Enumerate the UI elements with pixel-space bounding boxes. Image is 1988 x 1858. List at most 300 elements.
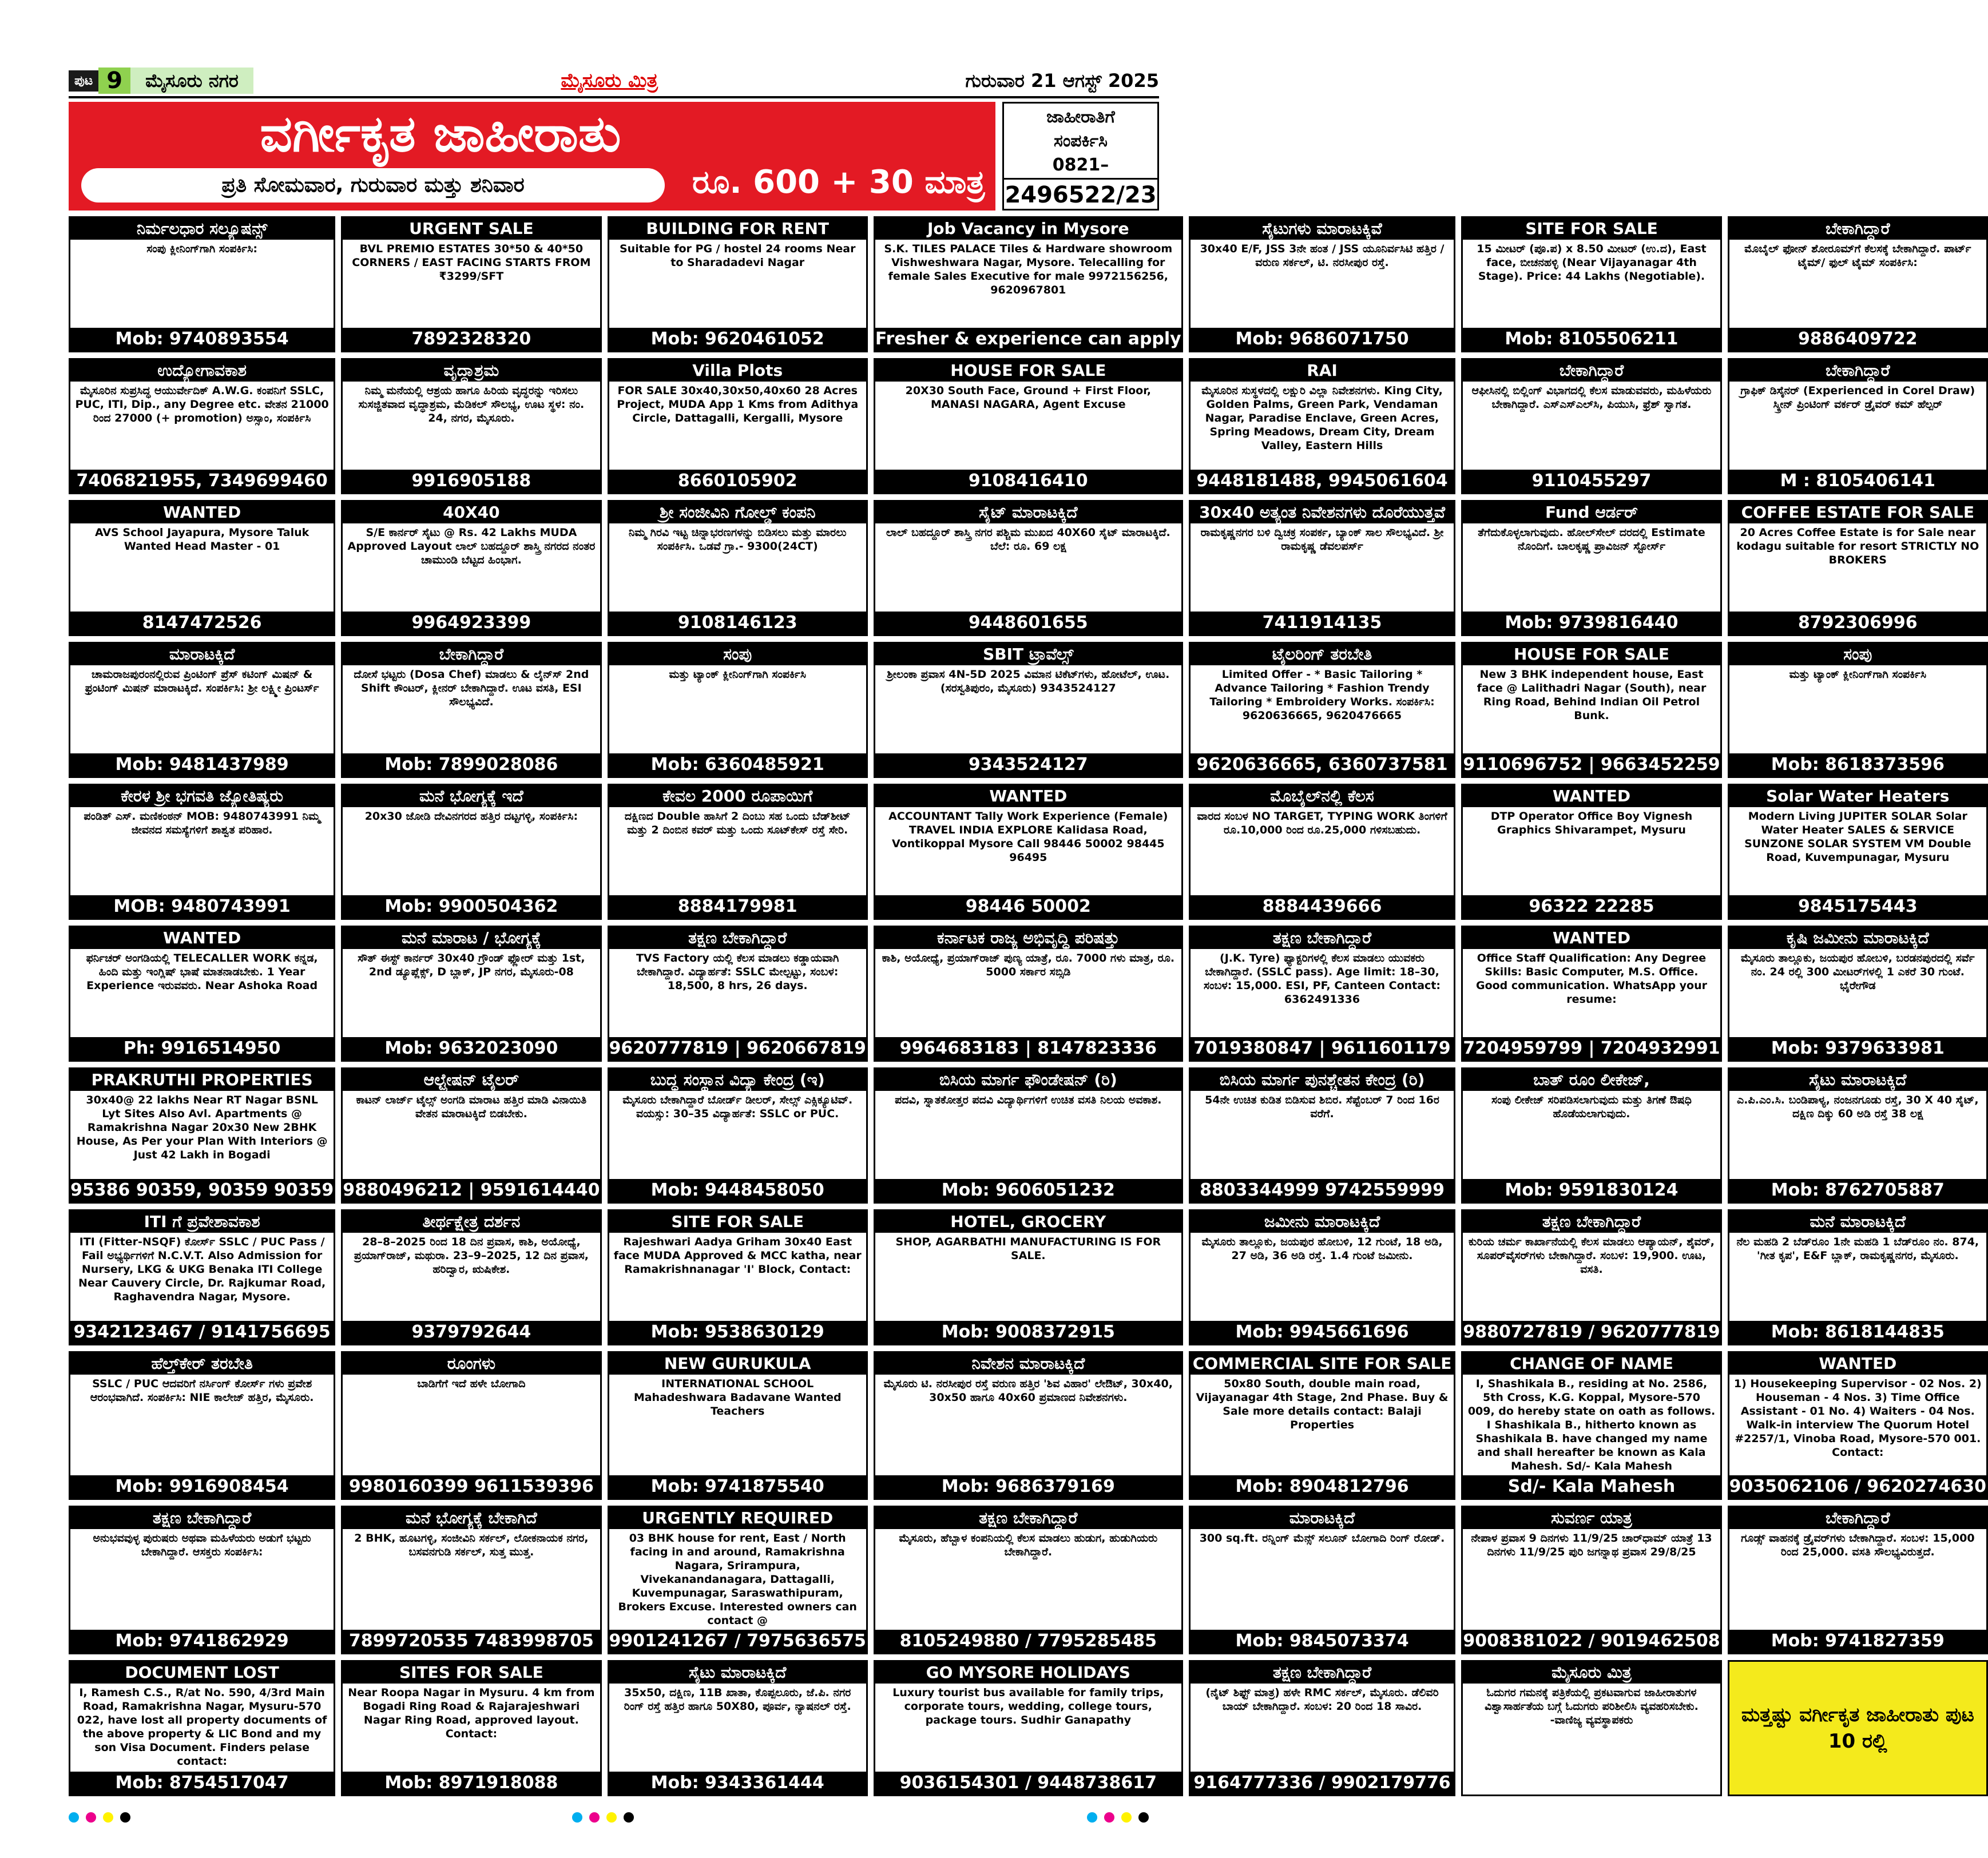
ad-phone: 7019380847 | 9611601179 (1191, 1037, 1454, 1060)
contact-number: 2496522/23 (1004, 178, 1157, 208)
contact-line-2: ಸಂಪರ್ಕಿಸಿ (1054, 131, 1108, 151)
classified-ad (1461, 1209, 1721, 1345)
classified-ad (341, 926, 601, 1062)
classified-ad (608, 1660, 868, 1796)
ad-body: SHOP, AGARBATHI MANUFACTURING IS FOR SALE. (895, 1236, 1161, 1262)
classified-ad (69, 1351, 335, 1500)
ad-body: ಮೈಸೂರಿನ ಸುಪ್ರಸಿದ್ಧ ಆಯುರ್ವೇದಿಕ್ A.W.G. ಕಂಪನಿಗೆ SSLC, PUC, ITI, Dip., any Degree etc. ವೇತನ 21000 ರಿಂದ 27000 (+ promotion) ಅಸ್ಸಾಂ, ಸಂಪರ್ಕಿಸಿ (75, 384, 329, 424)
classified-ad (874, 642, 1183, 778)
classified-ad (341, 1351, 601, 1500)
ad-phone: 8884179981 (609, 895, 866, 918)
ad-body: 1) Housekeeping Supervisor - 02 Nos. 2) Houseman - 4 Nos. 3) Time Office Assistant - 01 No. 4) Waiters - 04 Nos. Walk-in interview The Quorum Hotel #2257/1, Vinoba Road, Mysore-570 001. Contact: (1733, 1377, 1982, 1459)
ad-body: ರಾಮಕೃಷ್ಣನಗರ ಬಳಿ ದ್ವಿಚಕ್ರ ಸಂಪರ್ಕ, ಬ್ಯಾಂಕ್ ಸಾಲ ಸೌಲಭ್ಯವಿದೆ. ಶ್ರೀ ರಾಮಕೃಷ್ಣ ಡೆವಲಪರ್ಸ್ (1200, 526, 1444, 553)
ad-phone: Mob: 9591830124 (1463, 1179, 1720, 1202)
ad-body: 30x40@ 22 lakhs Near RT Nagar BSNL Lyt Sites Also Avl. Apartments @ Ramakrishna Nagar 20x30 New 2BHK House, As Per your Plan With Interiors @ Just 42 Lakh in Bogadi (76, 1094, 328, 1161)
ad-body: ಫರ್ನಿಚರ್ ಅಂಗಡಿಯಲ್ಲಿ TELECALLER WORK ಕನ್ನಡ, ಹಿಂದಿ ಮತ್ತು ಇಂಗ್ಲಿಷ್ ಭಾಷೆ ಮಾತನಾಡಬೇಕು. 1 Year Experience ಇರುವವರು. Near Ashoka Road (86, 952, 318, 992)
contact-line-3: 0821– (1052, 155, 1109, 175)
classified-ad (1189, 642, 1456, 778)
ad-heading: ಸೈಟು ಮಾರಾಟಕ್ಕಿದೆ (609, 1662, 866, 1684)
contact-line-1: ಜಾಹೀರಾತಿಗೆ (1046, 107, 1115, 127)
classified-ad (874, 926, 1183, 1062)
registration-dot (86, 1812, 96, 1823)
ad-body: TVS Factory ಯಲ್ಲಿ ಕೆಲಸ ಮಾಡಲು ಕಡ್ಡಾಯವಾಗಿ ಬೇಕಾಗಿದ್ದಾರೆ. ವಿದ್ಯಾರ್ಹತೆ: SSLC ಮೇಲ್ಪಟ್ಟು, ಸಂಬಳ: 18,500, 8 hrs, 26 days. (636, 952, 839, 992)
ad-heading: ತೀರ್ಥಕ್ಷೇತ್ರ ದರ್ಶನ (343, 1211, 600, 1233)
ad-heading: ಮೊಬೈಲ್‌ನಲ್ಲಿ ಕೆಲಸ (1191, 785, 1454, 807)
classified-ad (608, 926, 868, 1062)
classified-ad (1189, 1351, 1456, 1500)
registration-dot (1087, 1812, 1097, 1823)
classified-ad (1728, 500, 1988, 636)
ad-heading: ತಕ್ಷಣ ಬೇಕಾಗಿದ್ದಾರೆ (609, 927, 866, 949)
ad-body: SSLC / PUC ಆದವರಿಗೆ ನರ್ಸಿಂಗ್ ಕೋರ್ಸ್ ಗಳು ಪ್ರವೇಶ ಆರಂಭವಾಗಿದೆ. ಸಂಪರ್ಕಿಸಿ: NIE ಕಾಲೇಜ್ ಹತ್ತಿರ, ಮೈಸೂರು. (90, 1377, 314, 1404)
ad-body: ಮೈಸೂರಿನ ಸುಸ್ಥಳದಲ್ಲಿ ಲಕ್ಷುರಿ ವಿಲ್ಲಾ ನಿವೇಶನಗಳು. King City, Golden Palms, Green Park, Vendaman Nagar, Paradise Enclave, Green Acres, Spring Meadows, Dream City, Dream Valley, Eastern Hills (1201, 384, 1443, 452)
classified-ad (874, 1660, 1183, 1796)
ad-heading: HOUSE FOR SALE (875, 360, 1181, 382)
ad-heading: DOCUMENT LOST (70, 1662, 334, 1684)
ad-body: ಅನುಭವವುಳ್ಳ ಪುರುಷರು ಅಥವಾ ಮಹಿಳೆಯರು ಅಡುಗೆ ಭಟ್ಟರು ಬೇಕಾಗಿದ್ದಾರೆ. ಆಸಕ್ತರು ಸಂಪರ್ಕಿಸಿ: (93, 1532, 311, 1558)
ad-body: DTP Operator Office Boy Vignesh Graphics Shivarampet, Mysuru (1490, 810, 1693, 836)
ad-phone: 8147472526 (70, 612, 334, 634)
registration-dot (572, 1812, 582, 1823)
ad-body: ನೆಲ ಮಹಡಿ 2 ಬೆಡ್‌ರೂಂ 1ನೇ ಮಹಡಿ 1 ಬೆಡ್‌ರೂಂ ನಂ. 874, 'ಗೀತ ಕೃಪ', E&F ಬ್ಲಾಕ್, ರಾಮಕೃಷ್ಣನಗರ, ಮೈಸೂರು. (1736, 1236, 1979, 1262)
ad-heading: ಸೈಟು ಮಾರಾಟಕ್ಕಿದೆ (1729, 1069, 1986, 1091)
ad-body: Modern Living JUPITER SOLAR Solar Water Heater SALES & SERVICE SUNZONE SOLAR SYSTEM VM Double Road, Kuvempunagar, Mysuru (1744, 810, 1971, 864)
ad-body: ದಕ್ಷಿಣದ Double ಹಾಸಿಗೆ 2 ದಿಂಬು ಸಹ ಒಂದು ಬೆಡ್‌ಶೀಟ್ ಮತ್ತು 2 ದಿಂಬಿನ ಕವರ್ ಮತ್ತು ಒಂದು ಸೂಟ್‌ಕೇಸ್ ರಸ್ತೆ ಸೇರಿ. (624, 810, 851, 836)
classified-ad (1461, 1506, 1721, 1654)
ad-heading: ಮನೆ ಭೋಗ್ಯಕ್ಕೆ ಇದೆ (343, 785, 600, 807)
ad-phone: 7411914135 (1191, 612, 1454, 634)
ad-heading: ಬೇಕಾಗಿದ್ದಾರೆ (1729, 360, 1986, 382)
ad-heading: COMMERCIAL SITE FOR SALE (1191, 1353, 1454, 1375)
ad-phone: Mob: 9945661696 (1191, 1321, 1454, 1344)
classified-ad (874, 1067, 1183, 1204)
ad-phone: 98446 50002 (875, 895, 1181, 918)
classified-ad (341, 1506, 601, 1654)
classified-ad (1728, 1660, 1988, 1796)
registration-dot (120, 1812, 130, 1823)
ad-body: ಮತ್ತು ಟ್ಯಾಂಕ್ ಕ್ಲೀನಿಂಗ್‌ಗಾಗಿ ಸಂಪರ್ಕಿಸಿ (669, 668, 806, 681)
classified-ad (1461, 926, 1721, 1062)
ad-phone: Mob: 9481437989 (70, 753, 334, 776)
ad-heading: ಬೇಕಾಗಿದ್ದಾರೆ (1463, 360, 1720, 382)
ad-heading: ಬೇಕಾಗಿದ್ದಾರೆ (1729, 1507, 1986, 1529)
ad-phone: Mob: 9448458050 (609, 1179, 866, 1202)
ad-body: ಕಾಶಿ, ಅಯೋಧ್ಯೆ, ಪ್ರಯಾಗ್‌ರಾಜ್ ಪುಣ್ಯ ಯಾತ್ರೆ, ರೂ. 7000 ಗಳು ಮಾತ್ರ, ರೂ. 5000 ಸರ್ಕಾರ ಸಬ್ಸಿಡಿ (882, 952, 1175, 978)
ad-body: ಮತ್ತಷ್ಟು ವರ್ಗೀಕೃತ ಜಾಹೀರಾತು ಪುಟ 10 ರಲ್ಲಿ (1741, 1704, 1974, 1753)
ad-heading: CHANGE OF NAME (1463, 1353, 1720, 1375)
ad-phone: Mob: 6360485921 (609, 753, 866, 776)
ad-heading: HOUSE FOR SALE (1463, 644, 1720, 665)
ad-phone: Mob: 7899028086 (343, 753, 600, 776)
classified-ad (1728, 1506, 1988, 1654)
classified-ad (608, 216, 868, 352)
classified-ad (874, 1209, 1183, 1345)
classified-ad (1461, 642, 1721, 778)
ad-heading: ಮೈಸೂರು ಮಿತ್ರ (1463, 1662, 1720, 1684)
ad-phone: 9886409722 (1729, 328, 1986, 351)
ad-phone: Mob: 9686071750 (1191, 328, 1454, 351)
ad-phone: 9880727819 / 9620777819 (1463, 1321, 1720, 1344)
classified-ad (341, 1209, 601, 1345)
classified-ad (341, 784, 601, 920)
ad-heading: ಉದ್ಯೋಗಾವಕಾಶ (70, 360, 334, 382)
ad-phone: 8660105902 (609, 470, 866, 493)
ad-body: ಕಾಟನ್ ಲಾರ್ಜ್ ಟೈಲ್ಸ್ ಅಂಗಡಿ ಮಾರಾಟ ಹತ್ತಿರ ಮಾಡಿ ವಿನಾಯಿತಿ ವೇತನ ಮಾರಾಟಕ್ಕಿದೆ ಬಿಡಬೇಕು. (356, 1094, 587, 1120)
ad-heading: ತಕ್ಷಣ ಬೇಕಾಗಿದ್ದಾರೆ (1191, 1662, 1454, 1684)
ad-phone: 9342123467 / 9141756695 (70, 1321, 334, 1344)
classified-ad (1189, 358, 1456, 494)
ad-body: ಮೈಸೂರು ಟಿ. ನರಸೀಪುರ ರಸ್ತೆ ವರುಣ ಹತ್ತಿರ 'ಶಿವ ವಿಹಾರ' ಲೇಔಟ್, 30x40, 30x50 ಹಾಗೂ 40x60 ಪ್ರಮಾಣದ ನಿವೇಶನಗಳು. (883, 1377, 1173, 1404)
classified-ad (608, 1067, 868, 1204)
ad-phone: Mob: 8762705887 (1729, 1179, 1986, 1202)
classified-ad (1189, 1506, 1456, 1654)
page-header (69, 68, 1159, 94)
ad-heading: WANTED (70, 502, 334, 523)
ad-body: 03 BHK house for rent, East / North facing in and around, Ramakrishna Nagara, Srirampura, Vivekanandanagara, Dattagalli, Kuvempunagar, Saraswathipuram, Brokers Excuse. Interested owners can contact @ (618, 1532, 857, 1627)
classified-banner (69, 102, 995, 211)
classified-ad (1461, 784, 1721, 920)
ad-phone: 9035062106 / 9620274630 (1729, 1475, 1986, 1498)
classified-ad (341, 1660, 601, 1796)
classified-ad (874, 784, 1183, 920)
ad-heading: WANTED (1463, 927, 1720, 949)
classified-ad (1189, 1209, 1456, 1345)
ad-heading: Solar Water Heaters (1729, 785, 1986, 807)
ad-phone: 9964683183 | 8147823336 (875, 1037, 1181, 1060)
ad-body: 20x30 ಜೋಡಿ ದೇವಿನಗರದ ಹತ್ತಿರ ದಟ್ಟಗಳ್ಳಿ, ಸಂಪರ್ಕಿಸಿ: (364, 810, 578, 823)
ad-body: ಕುರಿಯ ಚರ್ಮ ಕಾರ್ಖಾನೆಯಲ್ಲಿ ಕೆಲಸ ಮಾಡಲು ಆಪ್ಯಾಯನ್, ಶೈವರ್, ಸೂಪರ್‌ವೈಸರ್‌ಗಳು ಬೇಕಾಗಿದ್ದಾರೆ. ಸಂಬಳ: 19,900. ಊಟ, ವಸತಿ. (1468, 1236, 1715, 1276)
ad-body: ಮೈಸೂರು, ಹೆಬ್ಬಾಳ ಕಂಪನಿಯಲ್ಲಿ ಕೆಲಸ ಮಾಡಲು ಹುಡುಗ, ಹುಡುಗಿಯರು ಬೇಕಾಗಿದ್ದಾರೆ. (899, 1532, 1158, 1558)
ad-phone: 9343524127 (875, 753, 1181, 776)
ad-heading: ಮನೆ ಮಾರಾಟಕ್ಕಿದೆ (1729, 1211, 1986, 1233)
classified-ad (69, 784, 335, 920)
classified-ad (874, 500, 1183, 636)
ad-heading: ಬೇಕಾಗಿದ್ದಾರೆ (343, 644, 600, 665)
classified-ad (1461, 1067, 1721, 1204)
ad-body: S.K. TILES PALACE Tiles & Hardware showroom Vishweshwara Nagar, Mysore. Telecalling for female Sales Executive for male 9972156256, 9620967801 (884, 243, 1173, 296)
ad-heading: ಶ್ರೀ ಸಂಜೀವಿನಿ ಗೋಲ್ಡ್ ಕಂಪನಿ (609, 502, 866, 523)
ad-heading: SITES FOR SALE (343, 1662, 600, 1684)
ad-heading: ಸಂಪು (1729, 644, 1986, 665)
ad-heading: 30x40 ಅತ್ಯಂತ ನಿವೇಶನಗಳು ದೊರೆಯುತ್ತವೆ (1191, 502, 1454, 523)
ad-body: ಮೊಬೈಲ್ ಫೋನ್ ಶೋರೂಮ್‌ಗೆ ಕೆಲಸಕ್ಕೆ ಬೇಕಾಗಿದ್ದಾರೆ. ಪಾರ್ಟ್ ಟೈಮ್/ ಫುಲ್ ಟೈಮ್ ಸಂಪರ್ಕಿಸಿ: (1744, 243, 1971, 269)
ad-phone: 9901241267 / 7975636575 (609, 1630, 866, 1653)
classified-ad (1728, 216, 1988, 352)
ad-body: ಬಾಡಿಗೆಗೆ ಇದೆ ಹಳೇ ಬೋಗಾದಿ (417, 1377, 526, 1390)
ad-heading: ಬಿಸಿಯ ಮಾರ್ಗ ಫೌಂಡೇಷನ್ (ರಿ) (875, 1069, 1181, 1091)
ad-phone: Mob: 9741827359 (1729, 1630, 1986, 1653)
classified-ad (341, 358, 601, 494)
page-marker (69, 68, 253, 94)
classified-ad (608, 1506, 868, 1654)
ad-heading: ತಕ್ಷಣ ಬೇಕಾಗಿದ್ದಾರೆ (70, 1507, 334, 1529)
ad-body: 300 sq.ft. ರನ್ನಿಂಗ್ ಮೆನ್ಸ್ ಸಲೂನ್ ಬೋಗಾದಿ ರಿಂಗ್ ರೋಡ್. (1199, 1532, 1445, 1545)
ad-phone: Sd/- Kala Mahesh (1463, 1475, 1720, 1498)
ad-body: ಶ್ರೀಲಂಕಾ ಪ್ರವಾಸ 4N-5D 2025 ವಿಮಾನ ಟಿಕೆಟ್‌ಗಳು, ಹೋಟೆಲ್, ಊಟ. (ಸರಸ್ವತಿಪುರಂ, ಮೈಸೂರು) 9343524127 (887, 668, 1170, 694)
ad-heading: ಟೈಲರಿಂಗ್ ತರಬೇತಿ (1191, 644, 1454, 665)
classified-ad (608, 500, 868, 636)
classified-ad (341, 216, 601, 352)
ad-phone: 8792306996 (1729, 612, 1986, 634)
contact-box (1002, 102, 1159, 211)
ad-body: BVL PREMIO ESTATES 30*50 & 40*50 CORNERS / EAST FACING STARTS FROM ₹3299/SFT (352, 243, 591, 283)
ad-phone: 9008381022 / 9019462508 (1463, 1630, 1720, 1653)
classified-ad (1189, 500, 1456, 636)
ad-heading: ನಿರ್ಮಲಧಾರ ಸಲ್ಯೂಷನ್ಸ್ (70, 218, 334, 240)
ad-heading: ವೃದ್ಧಾಶ್ರಮ (343, 360, 600, 382)
classified-ad (608, 784, 868, 920)
registration-dot (69, 1812, 79, 1823)
classified-ad (1728, 784, 1988, 920)
ad-heading: ಜಮೀನು ಮಾರಾಟಕ್ಕಿದೆ (1191, 1211, 1454, 1233)
ad-heading: 40X40 (343, 502, 600, 523)
classified-ad (874, 1351, 1183, 1500)
ad-body: AVS School Jayapura, Mysore Taluk Wanted Head Master - 01 (94, 526, 309, 553)
ad-heading: URGENT SALE (343, 218, 600, 240)
ad-phone: Fresher & experience can apply (875, 328, 1181, 351)
ad-phone: MOB: 9480743991 (70, 895, 334, 918)
ad-heading: NEW GURUKULA (609, 1353, 866, 1375)
registration-dot (589, 1812, 600, 1823)
classified-ad (1189, 216, 1456, 352)
ad-phone: 9110696752 | 9663452259 (1463, 753, 1720, 776)
ad-heading: ಮಾರಾಟಕ್ಕಿದೆ (70, 644, 334, 665)
ad-body: ಎ.ಪಿ.ಎಂ.ಸಿ. ಬಂಡಿಪಾಳ್ಯ, ನಂಜನಗೂಡು ರಸ್ತೆ, 30 X 40 ಸೈಟ್, ದಕ್ಷಿಣ ದಿಕ್ಕು 60 ಅಡಿ ರಸ್ತೆ 38 ಲಕ್ಷ (1737, 1094, 1979, 1120)
ad-phone: 9108416410 (875, 470, 1181, 493)
ad-body: ದೋಸೆ ಭಟ್ಟರು (Dosa Chef) ಮಾಡಲು & ಲೈನ್‌ಸ್ ‌2nd Shift ಕೌಂಟರ್, ಕ್ಲೀನರ್ ಬೇಕಾಗಿದ್ದಾರೆ. ಊಟ ವಸತಿ, ESI ಸೌಲಭ್ಯವಿದೆ. (354, 668, 589, 708)
ad-heading: Fund ಆರ್ಡರ್ (1463, 502, 1720, 523)
ad-body: 2 BHK, ಹೂಟಗಳ್ಳಿ, ಸಂಜೀವಿನಿ ಸರ್ಕಲ್, ಲೋಕನಾಯಕ ನಗರ, ಬಸವನಗುಡಿ ಸರ್ಕಲ್, ಸುತ್ತ ಮುತ್ತ. (354, 1532, 589, 1558)
registration-dot (1121, 1812, 1132, 1823)
ad-heading: URGENTLY REQUIRED (609, 1507, 866, 1529)
ad-phone: 95386 90359, 90359 90359 (70, 1179, 334, 1202)
classified-ad (608, 1209, 868, 1345)
ad-phone: 9379792644 (343, 1321, 600, 1344)
ad-heading: SBIT ಟ್ರಾವೆಲ್ಸ್ (875, 644, 1181, 665)
ad-phone: 9448601655 (875, 612, 1181, 634)
ad-phone: Mob: 9620461052 (609, 328, 866, 351)
classified-ad (1189, 926, 1456, 1062)
ad-heading: WANTED (1729, 1353, 1986, 1375)
ad-body: ತೆಗೆದುಕೊಳ್ಳಲಾಗುವುದು. ಹೋಲ್‌ಸೇಲ್ ದರದಲ್ಲಿ Estimate ನೊಂದಿಗೆ. ಬಾಲಕೃಷ್ಣ ಪ್ರಾವಿಜನ್ ಸ್ಟೋರ್ಸ್ (1478, 526, 1705, 553)
ad-body: I, Ramesh C.S., R/at No. 590, 4/3rd Main Road, Ramakrishna Nagar, Mysuru-570 022, have lost all property documents of the above property & LIC Bond and my son Visa Document. Finders pelase contact: (77, 1686, 327, 1768)
ad-phone: Mob: 8618373596 (1729, 753, 1986, 776)
ad-body: ನಿಮ್ಮ ಗಿರವಿ ಇಟ್ಟ ಚಿನ್ನಾಭರಣಗಳನ್ನು ಬಿಡಿಸಲು ಮತ್ತು ಮಾರಲು ಸಂಪರ್ಕಿಸಿ. ಒಡವೆ ಗ್ರಾ.- 9300(24CT) (628, 526, 847, 553)
ad-body: ಗೂಡ್ಸ್ ವಾಹನಕ್ಕೆ ಡ್ರೈವರ್‌ಗಳು ಬೇಕಾಗಿದ್ದಾರೆ. ಸಂಬಳ: 15,000 ರಿಂದ 25,000. ವಸತಿ ಸೌಲಭ್ಯವಿರುತ್ತದೆ. (1741, 1532, 1975, 1558)
ad-phone: 7892328320 (343, 328, 600, 351)
ad-body: (J.K. Tyre) ಫ್ಯಾಕ್ಟರಿಗಳಲ್ಲಿ ಕೆಲಸ ಮಾಡಲು ಯುವಕರು ಬೇಕಾಗಿದ್ದಾರೆ. (SSLC pass). Age limit: 18–30, ಸಂಬಳ: 15,000. ESI, PF, Canteen Contact: 6362491336 (1204, 952, 1441, 1006)
ad-phone: 9845175443 (1729, 895, 1986, 918)
registration-dot (1104, 1812, 1114, 1823)
color-registration-left (69, 1812, 130, 1823)
ad-phone: Mob: 9379633981 (1729, 1037, 1986, 1060)
ad-heading: GO MYSORE HOLIDAYS (875, 1662, 1181, 1684)
page-label: ಪುಟ (69, 70, 98, 92)
ad-heading: ತಕ್ಷಣ ಬೇಕಾಗಿದ್ದಾರೆ (1191, 927, 1454, 949)
ad-body: ನೇಪಾಳ ಪ್ರವಾಸ 9 ದಿನಗಳು 11/9/25 ಚಾರ್‌ಧಾಮ್ ಯಾತ್ರೆ 13 ದಿನಗಳು 11/9/25 ಪುರಿ ಜಗನ್ನಾಥ ಪ್ರವಾಸ 29/8/25 (1471, 1532, 1712, 1558)
ad-body: (ನೈಟ್ ಶಿಫ್ಟ್ ಮಾತ್ರ) ಹಳೇ RMC ಸರ್ಕಲ್, ಮೈಸೂರು. ಡೆಲಿವರಿ ಬಾಯ್ ಬೇಕಾಗಿದ್ದಾರೆ. ಸಂಬಳ: 20 ರಿಂದ 18 ಸಾವಿರ. (1205, 1686, 1439, 1713)
issue-date: ಗುರುವಾರ 21 ಆಗಸ್ಟ್ 2025 (965, 69, 1159, 92)
ad-body: FOR SALE 30x40,30x50,40x60 28 Acres Project, MUDA App 1 Kms from Adithya Circle, Dattagalli, Kergalli, Mysore (617, 384, 859, 424)
header-rule (69, 96, 1159, 98)
ad-heading: WANTED (70, 927, 334, 949)
ad-heading: SITE FOR SALE (609, 1211, 866, 1233)
classified-ad (1461, 1660, 1721, 1796)
banner-subtitle: ಪ್ರತಿ ಸೋಮವಾರ, ಗುರುವಾರ ಮತ್ತು ಶನಿವಾರ (81, 168, 665, 203)
ad-phone: Mob: 9008372915 (875, 1321, 1181, 1344)
ad-body: 15 ಮೀಟರ್ (ಪೂ.ಪ) x 8.50 ಮೀಟರ್ (ಉ.ದ), East face, ಬೀಚನಹಳ್ಳಿ (Near Vijayanagar 4th Stage). Price: 44 Lakhs (Negotiable). (1477, 243, 1707, 283)
ad-heading: ರೂಂಗಳು (343, 1353, 600, 1375)
ad-body: ಗ್ರಾಫಿಕ್ ಡಿಸೈನರ್ (Experienced in Corel Draw) ಸ್ಕ್ರೀನ್ ಪ್ರಿಂಟಿಂಗ್ ವರ್ಕರ್ ಡ್ರೈವರ್ ಕಮ್ ಹೆಲ್ಪರ್ (1740, 384, 1975, 411)
ad-heading: ಬುದ್ಧ ಸಂಸ್ಥಾನ ವಿದ್ಯಾ ಕೇಂದ್ರ (ಇ) (609, 1069, 866, 1091)
classified-ad (69, 642, 335, 778)
color-registration-right (1087, 1812, 1149, 1823)
ad-body: 28–8–2025 ರಿಂದ 18 ದಿನ ಪ್ರವಾಸ, ಕಾಶಿ, ಅಯೋಧ್ಯೆ, ಪ್ರಯಾಗ್‌ರಾಜ್, ಮಥುರಾ. 23–9–2025, 12 ದಿನ ಪ್ರವಾಸ, ಹರಿದ್ವಾರ, ಋಷಿಕೇಶ. (354, 1236, 589, 1276)
classified-ad (69, 926, 335, 1062)
classified-ad (874, 1506, 1183, 1654)
section-name: ಮೈಸೂರು ನಗರ (130, 68, 253, 94)
classified-ad (1461, 216, 1721, 352)
ad-body: ಸಂಪು ಲೀಕೇಜ್ ಸರಿಪಡಿಸಲಾಗುವುದು ಮತ್ತು ತಿಗಣೆ ಔಷಧಿ ಹೊಡೆಯಲಾಗುವುದು. (1491, 1094, 1692, 1120)
ad-phone: 9964923399 (343, 612, 600, 634)
ad-phone: 9036154301 / 9448738617 (875, 1772, 1181, 1795)
ad-phone: 9110455297 (1463, 470, 1720, 493)
classified-ad (1189, 1067, 1456, 1204)
ad-body: 30x40 E/F, JSS 3ನೇ ಹಂತ / JSS ಯೂನಿರ್ವಸಿಟಿ ಹತ್ತಿರ / ವರುಣ ಸರ್ಕಲ್, ಟಿ. ನರಸೀಪುರ ರಸ್ತೆ. (1200, 243, 1445, 269)
ad-phone: 9620636665, 6360737581 (1191, 753, 1454, 776)
classified-ad (608, 642, 868, 778)
ads-grid (69, 216, 1986, 1796)
classified-ad (608, 1351, 868, 1500)
ad-heading: ಕೃಷಿ ಜಮೀನು ಮಾರಾಟಕ್ಕಿದೆ (1729, 927, 1986, 949)
registration-dot (103, 1812, 113, 1823)
classified-ad (1728, 642, 1988, 778)
ad-phone: 9880496212 | 9591614440 (343, 1179, 600, 1202)
ad-body: 54ನೇ ಉಚಿತ ಕುಡಿತ ಬಿಡಿಸುವ ಶಿಬಿರ. ಸೆಪ್ಟೆಂಬರ್ 7 ರಿಂದ 16ರ ವರೆಗೆ. (1205, 1094, 1439, 1120)
ad-phone: Mob: 8971918088 (343, 1772, 600, 1795)
classified-ad (1728, 358, 1988, 494)
registration-dot (606, 1812, 617, 1823)
ad-heading: Job Vacancy in Mysore (875, 218, 1181, 240)
ad-heading: ITI ಗೆ ಪ್ರವೇಶಾವಕಾಶ (70, 1211, 334, 1233)
classified-ad (1461, 1351, 1721, 1500)
ad-phone: Ph: 9916514950 (70, 1037, 334, 1060)
registration-dot (624, 1812, 634, 1823)
ad-phone: 9164777336 / 9902179776 (1191, 1772, 1454, 1795)
ad-body: ACCOUNTANT Tally Work Experience (Female) TRAVEL INDIA EXPLORE Kalidasa Road, Vontikoppal Mysore Call 98446 50002 98445 96495 (888, 810, 1168, 864)
ad-phone: 7899720535 7483998705 (343, 1630, 600, 1653)
ad-phone: Mob: 9740893554 (70, 328, 334, 351)
ad-phone: Mob: 8618144835 (1729, 1321, 1986, 1344)
ad-body: ಲಾಲ್ ಬಹದ್ದೂರ್ ಶಾಸ್ತ್ರಿ ನಗರ ಪಶ್ಚಿಮ ಮುಖದ 40X60 ಸೈಟ್ ಮಾರಾಟಕ್ಕಿದೆ. ಬೆಲೆ: ರೂ. 69 ಲಕ್ಷ (886, 526, 1170, 553)
ad-phone: 8884439666 (1191, 895, 1454, 918)
ad-body: ವಾರದ ಸಂಬಳ NO TARGET, TYPING WORK ತಿಂಗಳಿಗೆ ರೂ.10,000 ರಿಂದ ರೂ.25,000 ಗಳಿಸಬಹುದು. (1197, 810, 1447, 836)
classified-ad (1189, 784, 1456, 920)
classified-ad (1728, 1351, 1988, 1500)
ad-heading: ಸೈಟ್ ಮಾರಾಟಕ್ಕಿದೆ (875, 502, 1181, 523)
ad-heading: SITE FOR SALE (1463, 218, 1720, 240)
ad-heading: ಕೇರಳ ಶ್ರೀ ಭಗವತಿ ಜ್ಯೋತಿಷ್ಯರು (70, 785, 334, 807)
banner-price: ರೂ. 600 + 30 ಮಾತ್ರ (692, 164, 985, 201)
classified-ad (1728, 1067, 1988, 1204)
ad-body: ಆಫೀಸಿನಲ್ಲಿ ಬಿಲ್ಲಿಂಗ್ ವಿಭಾಗದಲ್ಲಿ ಕೆಲಸ ಮಾಡುವವರು, ಮಹಿಳೆಯರು ಬೇಕಾಗಿದ್ದಾರೆ. ಎಸ್‌ಎಸ್‌ಎಲ್‌ಸಿ, ಪಿಯುಸಿ, ಫ್ರೆಶ್ ಸ್ವಾಗತ. (1471, 384, 1712, 411)
ad-body: Office Staff Qualification: Any Degree Skills: Basic Computer, M.S. Office. Good communication. WhatsApp your resume: (1475, 952, 1708, 1006)
ad-phone: Mob: 8105506211 (1463, 328, 1720, 351)
ad-heading: COFFEE ESTATE FOR SALE (1729, 502, 1986, 523)
ad-body: 35x50, ದಕ್ಷಿಣ, 11B ಖಾತಾ, ಕೊಪ್ಪಲೂರು, ಜೆ.ಪಿ. ನಗರ ರಿಂಗ್ ರಸ್ತೆ ಹತ್ತಿರ ಹಾಗೂ 50X80, ಪೂರ್ವ, ನ್ಯಾಷನಲ್ ರಸ್ತೆ. (624, 1686, 851, 1713)
ad-heading: ಆಲ್ಟ್ರೇಷನ್ ಟೈಲರ್ (343, 1069, 600, 1091)
ad-body: Near Roopa Nagar in Mysuru. 4 km from Bogadi Ring Road & Rajarajeshwari Nagar Ring Road, approved layout. Contact: (348, 1686, 595, 1740)
ad-phone: Mob: 9900504362 (343, 895, 600, 918)
classified-ad (69, 1209, 335, 1345)
ad-body: S/E ಕಾರ್ನರ್ ಸೈಟು @ Rs. 42 Lakhs MUDA Approved Layout ಲಾಲ್ ಬಹದ್ದೂರ್ ಶಾಸ್ತ್ರಿ ನಗರದ ನಂತರ ಚಾಮುಂಡಿ ಬೆಟ್ಟದ ಹಿಂಭಾಗ. (347, 526, 596, 566)
ad-phone: 8803344999 9742559999 (1191, 1179, 1454, 1202)
classified-ad (69, 216, 335, 352)
classified-ad (69, 358, 335, 494)
ad-body: ಓದುಗರ ಗಮನಕ್ಕೆ ಪತ್ರಿಕೆಯಲ್ಲಿ ಪ್ರಕಟವಾಗುವ ಜಾಹೀರಾತುಗಳ ವಿಶ್ವಾಸಾರ್ಹತೆಯ ಬಗ್ಗೆ ಓದುಗರು ಪರಿಶೀಲಿಸಿ ವ್ಯವಹರಿಸಬೇಕು. -ವಾಣಿಜ್ಯ ವ್ಯವಸ್ಥಾಪಕರು (1485, 1686, 1699, 1726)
classified-ad (1728, 1209, 1988, 1345)
banner-title: ವರ್ಗೀಕೃತ ಜಾಹೀರಾತು (260, 104, 621, 163)
ad-body: ITI (Fitter-NSQF) ಕೋರ್ಸ್ SSLC / PUC Pass / Fail ಅಭ್ಯರ್ಥಿಗಳಿಗೆ N.C.V.T. Also Admission for Nursery, LKG & UKG Benaka ITI College Near Cauvery Circle, Dr. Rajkumar Road, Raghavendra Nagar, Mysore. (78, 1236, 326, 1303)
ad-body: ಪದವಿ, ಸ್ನಾತಕೋತ್ತರ ಪದವಿ ವಿದ್ಯಾರ್ಥಿಗಳಿಗೆ ಉಚಿತ ವಸತಿ ನಿಲಯ ಅವಕಾಶ. (895, 1094, 1162, 1106)
ad-phone: 7204959799 | 7204932991 (1463, 1037, 1720, 1060)
ad-body: ಪಂಡಿತ್ ಎಸ್. ಮಣಿಕಂಠನ್ MOB: 9480743991 ನಿಮ್ಮ ಜೀವನದ ಸಮಸ್ಯೆಗಳಿಗೆ ಶಾಶ್ವತ ಪರಿಹಾರ. (84, 810, 320, 836)
ad-body: ಮತ್ತು ಟ್ಯಾಂಕ್ ಕ್ಲೀನಿಂಗ್‌ಗಾಗಿ ಸಂಪರ್ಕಿಸಿ (1789, 668, 1927, 681)
ad-phone: Mob: 9845073374 (1191, 1630, 1454, 1653)
ad-heading: RAI (1191, 360, 1454, 382)
ad-phone: 7406821955, 7349699460 (70, 470, 334, 493)
ad-heading: BUILDING FOR RENT (609, 218, 866, 240)
ad-phone: 9980160399 9611539396 (343, 1475, 600, 1498)
ad-heading: ಮನೆ ಮಾರಾಟ / ಭೋಗ್ಯಕ್ಕೆ (343, 927, 600, 949)
ad-phone: Mob: 9632023090 (343, 1037, 600, 1060)
ad-phone: Mob: 9538630129 (609, 1321, 866, 1344)
ad-body: Luxury tourist bus available for family trips, corporate tours, wedding, college tours, package tours. Sudhir Ganapathy (892, 1686, 1164, 1726)
ad-phone: 8105249880 / 7795285485 (875, 1630, 1181, 1653)
ad-body: ಮೈಸೂರು ತಾಲ್ಲೂಕು, ಜಯಪುರ ಹೋಬಳಿ, ಬರಡನಪುರದಲ್ಲಿ ಸರ್ವೆ ನಂ. 24 ರಲ್ಲಿ 300 ಮೀಟರ್‌ಗಳಲ್ಲಿ 1 ಎಕರೆ 30 ಗುಂಟೆ. ಭೈರೇಗೌಡ (1740, 952, 1975, 992)
ad-phone: 9620777819 | 9620667819 (609, 1037, 866, 1060)
ad-body: Rajeshwari Aadya Griham 30x40 East face MUDA Approved & MCC katha, near Ramakrishnanagar 'I' Block, Contact: (613, 1236, 862, 1276)
ad-body: ಮೈಸೂರು ಬೇಕಾಗಿದ್ದಾರೆ ಬೋರ್ಡ್ ಡೀಲರ್, ಸೇಲ್ಸ್ ಎಕ್ಸಿಕ್ಯೂಟಿವ್. ವಯಸ್ಸು: 30–35 ವಿದ್ಯಾರ್ಹತೆ: SSLC or PUC. (622, 1094, 853, 1120)
ad-body: 20 Acres Coffee Estate is for Sale near kodagu suitable for resort STRICTLY NO BROKERS (1736, 526, 1979, 566)
ad-body: INTERNATIONAL SCHOOL Mahadeshwara Badavane Wanted Teachers (633, 1377, 842, 1418)
ad-phone: 9916905188 (343, 470, 600, 493)
ad-heading: ಸುವರ್ಣ ಯಾತ್ರ (1463, 1507, 1720, 1529)
classified-ad (69, 1506, 335, 1654)
page-number: 9 (98, 68, 130, 94)
ad-heading: ಬೇಕಾಗಿದ್ದಾರೆ (1729, 218, 1986, 240)
ad-body: ಸೌತ್ ಈಸ್ಟ್ ಕಾರ್ನರ್ 30x40 ಗ್ರೌಂಡ್ ಫ್ಲೋರ್ ಮತ್ತು 1st, 2nd ಡ್ಯೂಪ್ಲೆಕ್ಸ್, D ಬ್ಲಾಕ್, JP ನಗರ, ಮೈಸೂರು-08 (358, 952, 585, 978)
ad-body: ನಿಮ್ಮ ಮನೆಯಲ್ಲಿ ಆಶ್ರಯ ಹಾಗೂ ಹಿರಿಯ ವೃದ್ಧರನ್ನು ಇರಿಸಲು ಸುಸಜ್ಜಿತವಾದ ವೃದ್ಧಾಶ್ರಮ, ಮೆಡಿಕಲ್ ಸೌಲಭ್ಯ, ಊಟ ಸ್ಥಳ: ನಂ. 24, ನಗರ, ಮೈಸೂರು. (358, 384, 585, 424)
ad-heading: ತಕ್ಷಣ ಬೇಕಾಗಿದ್ದಾರೆ (1463, 1211, 1720, 1233)
ad-phone: Mob: 9741862929 (70, 1630, 334, 1653)
ad-body: ಸಂಪು ಕ್ಲೀನಿಂಗ್‌ಗಾಗಿ ಸಂಪರ್ಕಿಸಿ: (146, 243, 257, 255)
classified-ad (1461, 500, 1721, 636)
ad-phone: M : 8105406141 (1729, 470, 1986, 493)
ad-heading: ಮಾರಾಟಕ್ಕಿದೆ (1191, 1507, 1454, 1529)
classified-ad (341, 642, 601, 778)
ad-heading: ಹೆಲ್ತ್‌ಕೇರ್ ತರಬೇತಿ (70, 1353, 334, 1375)
ad-phone: Mob: 8754517047 (70, 1772, 334, 1795)
ad-body: Suitable for PG / hostel 24 rooms Near to Sharadadevi Nagar (619, 243, 856, 269)
registration-dot (1138, 1812, 1149, 1823)
classified-ad (69, 1067, 335, 1204)
ad-heading: PRAKRUTHI PROPERTIES (70, 1069, 334, 1091)
classified-ad (341, 1067, 601, 1204)
classified-ad (69, 500, 335, 636)
ad-heading: ಸೈಟುಗಳು ಮಾರಾಟಕ್ಕಿವೆ (1191, 218, 1454, 240)
ad-body: I, Shashikala B., residing at No. 2586, 5th Cross, K.G. Koppal, Mysore-570 009, do hereby state on oath as follows. I Shashikala B., hitherto known as Shashikala B. have changed my name and shall hereafter be known as Kala Mahesh. Sd/- Kala Mahesh (1467, 1377, 1716, 1472)
